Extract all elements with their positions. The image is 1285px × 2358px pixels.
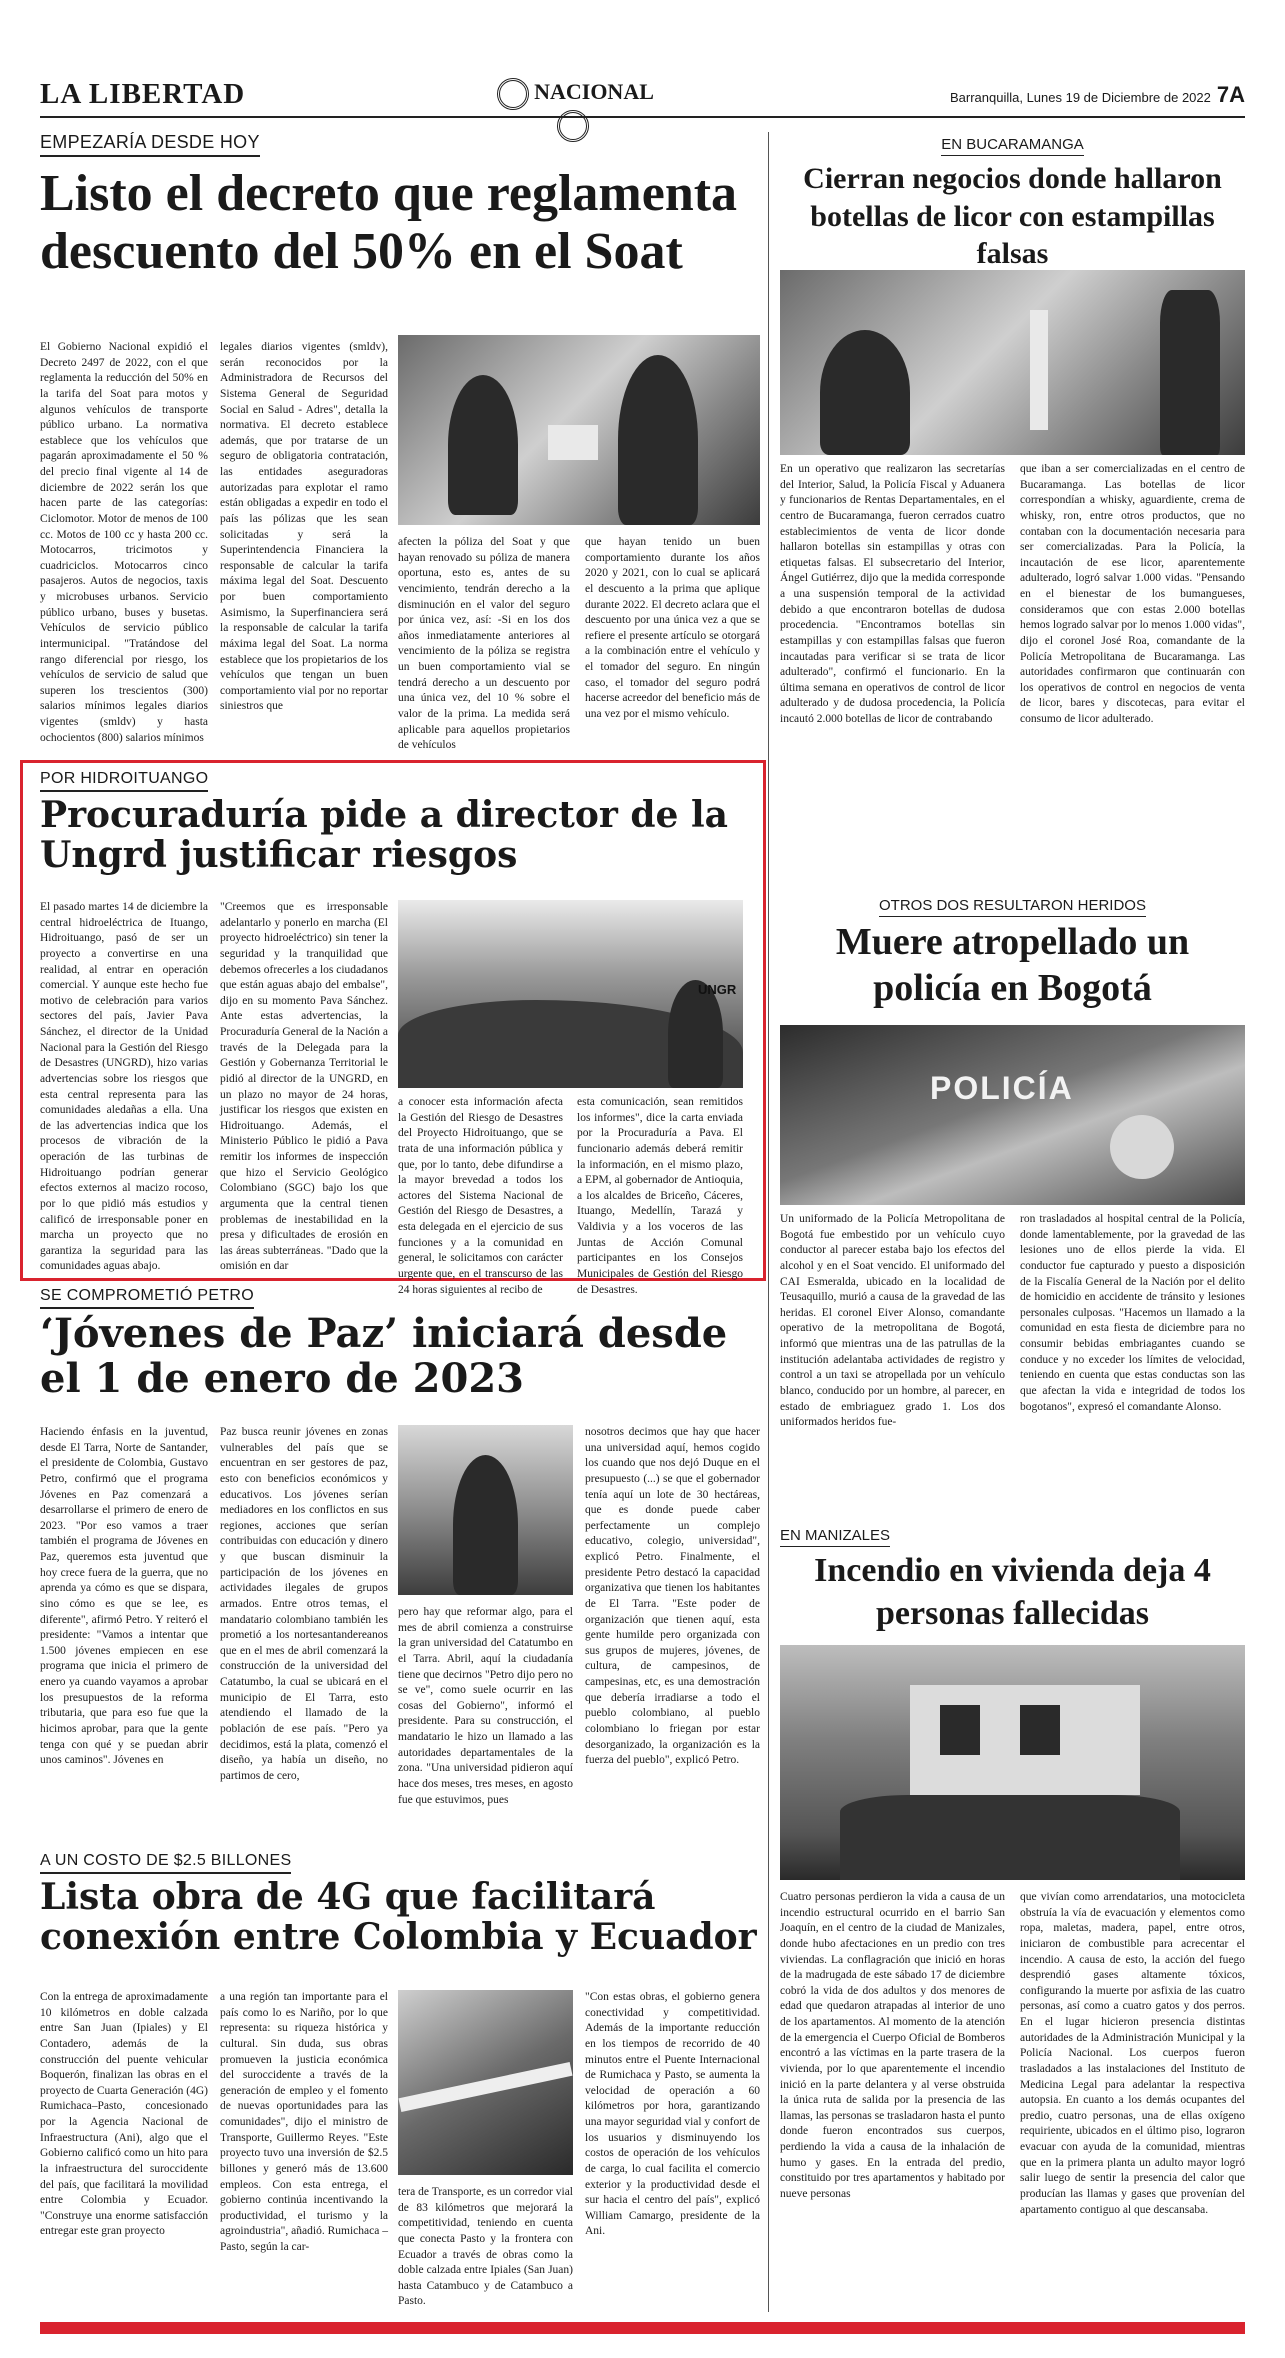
ungrd-column-4: esta comunicación, sean remitidos los informes", dice la carta enviada por la Procuraduría a Pava. El funcionario además deberá remitir la información, en el mismo plazo, a EPM, al gobernador de Antioquia, a los alcaldes de Briceño, Cáceres, Ituango, Medellín, Tarazá y Valdivia y a los voceros de las Juntas de Acción Comunal participantes en los Consejos Municipales de Gestión del Riesgo de Desastres.: [577, 1096, 743, 1296]
soat-headline: Listo el decreto que reglamenta descuento del 50% en el Soat: [40, 165, 738, 281]
licor-column-1: En un operativo que realizaron las secretarías del Interior, Salud, la Policía Fiscal y Aduanera y funcionarios de Rentas Departamentales, en el centro de Bucaramanga, fueron cerrados cuatro establecimientos de venta de licor donde hallaron botellas sin estampillas y otras con etiquetas falsas. El subsecretario del Interior, Ángel Gutiérrez, dijo que la medida corresponde a una suspensión temporal de la actividad debido a que encontraron botellas de dudosa procedencia. "Encontramos botellas sin estampillas y con estampillas falsas que fueron incautadas para verificar si se trata de licor adulterado", confirmó el funcionario. En la última semana en operativos de control de licor adulterado y de dudosa procedencia, la Policía incautó 2.000 botellas de licor de contrabando: [780, 463, 1005, 725]
soat-column-1: El Gobierno Nacional expidió el Decreto 2497 de 2022, con el que reglamenta la reducción del 50% en la tarifa del Soat para motos y algunos vehículos de transporte público urbano. La normativa establece que los vehículos que pagarán aproximadamente el 50 % del precio final vigente al 14 de diciembre de 2022 serán los que hacen parte de las categorías: Ciclomotor. Motor de menos de 100 cc. Motos de 100 cc y hasta 200 cc. Motocarros, tricimotos y cuadriciclos. Motocarros cinco pasajeros. Autos de negocios, taxis y microbuses urbanos. Servicio público urbano, buses y busetas. Vehículos de servicio público intermunicipal. "Tratándose del rango diferencial por riesgo, los vehículos de servicio de salud que superen los trescientos (300) salarios mínimos legales diarios vigentes (smldv) y hasta ochocientos (800) salarios mínimos: [40, 341, 208, 744]
incendio-column-1: Cuatro personas perdieron la vida a causa de un incendio estructural ocurrido en el barrio San Joaquín, en el centro de la ciudad de Manizales, donde hubo afectaciones en un predio con tres viviendas. La conflagración que inició en horas de la madrugada de este sábado 17 de diciembre cobró la vida de dos adultos y dos menores de edad que quedaron atrapadas al interior de uno de los apartamentos. Al momento de la atención de la emergencia el Cuerpo Oficial de Bomberos encontró a las víctimas en la parte trasera de la vivienda, por lo que aparentemente el incendio inició en la parte delantera y al verse obstruida la única ruta de salida por la presencia de las llamas, las personas se trasladaron hasta el punto donde fueron encontrados sus cuerpos, perdiendo la vida a causa de la inhalación de humo y gases. En la entrada del predio, constituido por tres apartamentos y habitado por nueve personas: [780, 1891, 1005, 2200]
incendio-photo: [780, 1645, 1245, 1880]
jovenes-column-4: nosotros decimos que hay que hacer una universidad aquí, hemos cogido los cuando que nos dejó Duque en el presupuesto (...) se que el gobernador tenía aquí un lote de 30 hectáreas, que es donde puede caber perfectamente un complejo educativo, colegio, universidad", explicó Petro. Finalmente, el presidente Petro destacó la capacidad organizativa que tienen los habitantes de El Tarra. "Este poder de organización que tienen aquí, esta gente humilde pero organizada con sus grupos de mujeres, jóvenes, de cultura, de campesinos, de campesinas, etc, es una demostración que debería irradiarse a todo el pueblo colombiano, al pueblo colombiano lo friegan por estar desorganizado, la organización es la fuerza del pueblo", explicó Petro.: [585, 1426, 760, 1767]
section-label: [478, 78, 668, 142]
cuatrog-headline: Lista obra de 4G que facilitará conexión entre Colombia y Ecuador: [40, 1876, 757, 1959]
bottle-neck-shape: [1030, 310, 1048, 430]
licor-column-2: que iban a ser comercializadas en el centro de Bucaramanga. Las botellas de licor correspondían a whisky, aguardiente, crema de whisky, ron, entre otros productos, que no contaban con la documentación necesaria para ser comercializadas. Para la Policía, la incautación de ese licor, aparentemente adulterado, logró salvar 1.000 vidas. "Pensando en el bienestar de los bumangueses, consideramos que con estas 2.000 botellas hemos logrado salvar por lo menos 1.000 vidas", dijo el coronel José Roa, comandante de la Policía Metropolitana de Bucaramanga. Las autoridades confirmaron que continuarán con los operativos de control en negocios de venta de licor, bares y discotecas, para evitar el consumo de licor adulterado.: [1020, 463, 1245, 725]
ungrd-kicker: POR HIDROITUANGO: [40, 768, 208, 792]
bridge-shape: [398, 2062, 572, 2112]
jovenes-column-2: Paz busca reunir jóvenes en zonas vulnerables del país que se encuentran en ser gestores de paz, esto con beneficios económicos y educativos. Los jóvenes serían mediadores en los conflictos en sus regiones, acciones que serían contribuidas con educación y dinero y que buscan disminuir la participación de los jóvenes en actividades ilegales de grupos armados. Entre otros temas, el mandatario colombiano también les prometió a los nortesantandereanos que en el mes de abril comenzará la construcción de la universidad del Catatumbo, la cual se ubicará en el municipio de El Tarra, esto atendiendo el llamado de la población de ese país. "Pero ya decidimos, está la plata, comenzó el diseño, ya había un diseño, no partimos de cero,: [220, 1426, 388, 1782]
date-text: Barranquilla, Lunes 19 de Diciembre de 2022: [949, 90, 1211, 105]
jovenes-photo: [398, 1425, 573, 1595]
soat-kicker: EMPEZARÍA DESDE HOY: [40, 132, 260, 157]
licor-photo: [780, 270, 1245, 455]
cuatrog-column-1: Con la entrega de aproximadamente 10 kilómetros en doble calzada entre San Juan (Ipiales) y El Contadero, además de la construcción del puente vehicular Boquerón, finalizan las obras en el proyecto de Cuarta Generación (4G) Rumichaca–Pasto, concesionado por la Agencia Nacional de Infraestructura (Ani), algo que el Gobierno calificó como un hito para la infraestructura del suroccidente del país, que facilitará la movilidad entre Colombia y Ecuador. "Construye una enorme satisfacción entregar este gran proyecto: [40, 1991, 208, 2238]
president-shape: [453, 1455, 518, 1595]
left-ornament-icon: [497, 78, 529, 110]
soat-column-3: afecten la póliza del Soat y que hayan renovado su póliza de manera oportuna, esto es, antes de su vencimiento, tendrán derecho a la disminución en el valor del seguro por única vez, así: -Si en los dos años inmediatamente anteriores al vencimiento de la póliza se registra un buen comportamiento vial se tendrá derecho a un descuento por una única vez, del 10 % sobre el valor de la prima. La medida será aplicable para aquellos propietarios de vehículos: [398, 536, 570, 752]
incendio-column-2: que vivían como arrendatarios, una motocicleta obstruía la vía de evacuación y elementos como ropa, maletas, madera, papel, entre otros, iniciaron de combustible para acrecentar el incendio. A causa de esto, la acción del fuego desprendió gases altamente tóxicos, configurando la muerte por asfixia de las cuatro personas, así como a cuatro gatos y dos perros. En el lugar hicieron presencia distintas autoridades de la Administración Municipal y la Policía Nacional. Los cuerpos fueron trasladados a las instalaciones del Instituto de Medicina Legal para adelantar la respectiva autopsia. En cuanto a los demás ocupantes del predio, cuatro personas, una de ellas oxígeno requiriente, ubicados en el último piso, lograron evacuar con ayuda de la comunidad, mientras que en la primera planta un adulto mayor logró salir luego de sentir la presencia del calor que producían las llamas y gases que provenían del apartamento contiguo al que descansaba.: [1020, 1891, 1245, 2216]
ungrd-column-1: El pasado martes 14 de diciembre la central hidroeléctrica de Ituango, Hidroituango, pasó de ser un proyecto a convertirse en una realidad, al entrar en operación comercial. Y aunque este hecho fue motivo de celebración para varios sectores del país, Javier Pava Sánchez, el director de la Unidad Nacional para la Gestión del Riesgo de Desastres (UNGRD), hizo varias advertencias sobre los riesgos que esta central representa para las comunidades aledañas a ella. Una de las advertencias indica que los procesos de vibración de la operación de las turbinas de Hidroituango podrían generar efectos externos al macizo rocoso, por lo que pidió más estudios y calificó de irresponsable poner en marcha un proyecto que no garantiza la seguridad para las comunidades aguas abajo.: [40, 901, 208, 1273]
jovenes-column-1: Haciendo énfasis en la juventud, desde El Tarra, Norte de Santander, el presidente de Colombia, Gustavo Petro, confirmó que el programa Jóvenes en Paz comenzará a desarrollarse el primero de enero de 2023. "Por eso vamos a traer también el programa de Jóvenes en Paz, queremos esta juventud que hoy crece fuera de la guerra, que no aprenda ya cómo es que se dispara, sino cómo es que se lee, es diferente", afirmó Petro. Y reiteró el presidente: "Vamos a intentar que 1.500 jóvenes empiecen en ese programa que inicia el primero de enero ya cuando vayamos a aprobar los presupuestos de la reforma tributaria, que para eso fue que la hicimos aprobar, para que la gente tenga con qué y se puedan abrir unos caminos". Jóvenes en: [40, 1426, 208, 1767]
motorcyclist-shape: [448, 375, 518, 515]
policia-column-2: ron trasladados al hospital central de la Policía, donde lamentablemente, por la gravedad de las lesiones uno de ellos pierde la vida. El conductor fue capturado y puesto a disposición de la Fiscalía General de la Nación por el delito de homicidio en accidente de tránsito y lesiones personales culposas. "Hacemos un llamado a la comunidad en esta fiesta de diciembre para no consumir bebidas embriagantes cuando se conduce y no exceder los límites de velocidad, teniendo en cuenta que estas conductas son las que afectan la vida e integridad de todos los bogotanos", expresó el comandante Alonso.: [1020, 1213, 1245, 1413]
licor-headline: Cierran negocios donde hallaron botellas de licor con estampillas falsas: [803, 162, 1222, 270]
police-badge-shape: [1110, 1115, 1174, 1179]
policia-headline: Muere atropellado un policía en Bogotá: [835, 921, 1190, 1009]
cuatrog-photo: [398, 1990, 573, 2175]
bottom-red-bar: [40, 2322, 1245, 2334]
ungrd-column-2: "Creemos que es irresponsable adelantarlo y ponerlo en marcha (El proyecto hidroeléctrico) sin tener la seguridad y la tranquilidad que debemos ofrecerles a los ciudadanos que están aguas abajo del embalse", dijo en su momento Pava Sánchez. Ante estas advertencias, la Procuraduría General de la Nación a través de la Delegada para la Gestión y Gobernanza Territorial le pidió al director de la UNGRD, en un plazo no mayor de 24 horas, justificar los riesgos que existen en Hidroituango. Además, el Ministerio Público le pidió a Pava remitir los informes de inspección que hizo el Servicio Geológico Colombiano (SGC) bajo los que argumenta que la central tienen problemas de inestabilidad en la presa y dificultades de erosión en las áreas subterráneas. "Dado que la omisión en dar: [220, 901, 388, 1273]
ungr-logo-label: UNGR: [698, 982, 737, 997]
ungrd-column-3: a conocer esta información afecta la Gestión del Riesgo de Desastres del Proyecto Hidroituango, que se trata de una información pública y que, por lo tanto, debe difundirse a la mayor brevedad a todos los actores del Sistema Nacional de Gestión del Riesgo de Desastres, a esta delegada en el ejercicio de sus funciones y a la comunidad en general, le solicitamos con carácter urgente que, en el transcurso de las 24 horas siguientes al recibo de: [398, 1096, 563, 1296]
cuatrog-column-2: a una región tan importante para el país como lo es Nariño, por lo que representa: su riqueza histórica y cultural. Sin duda, sus obras promueven la justicia económica del suroccidente a través de la generación de empleo y el fomento de nuevas oportunidades para las comunidades", dijo el ministro de Transporte, Guillermo Reyes. "Este proyecto tuvo una inversión de $2.5 billones y generó más de 13.600 empleos. Con esta entrega, el gobierno continúa incentivando la productividad, el turismo y la agroindustria", añadió. Rumichaca – Pasto, según la car-: [220, 1991, 388, 2253]
bottle-shape: [1160, 290, 1220, 455]
column-divider: [768, 132, 769, 2312]
jovenes-column-3: pero hay que reformar algo, para el mes de abril comienza a construirse la gran universidad del Catatumbo en el Tarra. Abril, aquí la ciudadanía tiene que decirnos "Petro dijo pero no se ve", como suele ocurrir en las cosas del Gobierno", informó el presidente. Para su construcción, el mandatario le hizo un llamado a las autoridades departamentales de la zona. "Una universidad pidieron aquí hace dos meses, tres meses, en agosto fue que estuvimos, pues: [398, 1606, 573, 1806]
soat-column-4: que hayan tenido un buen comportamiento durante los años 2020 y 2021, con lo cual se aplicará el descuento a la prima que aplique durante 2022. El decreto aclara que el descuento por una única vez a que se refiere el presente artículo se otorgará a la combinación entre el vehículo y el tomador del seguro. En ningún caso, el tomador del seguro podrá hacerse acreedor del beneficio más de una vez por el mismo vehículo.: [585, 536, 760, 720]
incendio-headline: Incendio en vivienda deja 4 personas fallecidas: [814, 1552, 1211, 1632]
window-shape-2: [1020, 1705, 1060, 1755]
dateline: [950, 82, 1245, 108]
ungrd-photo: [398, 900, 743, 1088]
jovenes-kicker: SE COMPROMETIÓ PETRO: [40, 1285, 254, 1309]
newspaper-name: LA LIBERTAD: [40, 78, 246, 110]
cuatrog-kicker: A UN COSTO DE $2.5 BILLONES: [40, 1850, 291, 1874]
window-shape: [940, 1705, 980, 1755]
jovenes-headline: ‘Jóvenes de Paz’ iniciará desde el 1 de enero de 2023: [40, 1310, 728, 1402]
policia-vest-text: POLICÍA: [930, 1070, 1074, 1106]
policia-column-1: Un uniformado de la Policía Metropolitana de Bogotá fue embestido por un vehículo cuyo conductor al parecer estaba bajo los efectos del alcohol y en el Soat vencido. El uniformado del CAI Esmeralda, ubicado en la localidad de Teusaquillo, murió a causa de la gravedad de las heridas. El coronel Eiver Alonso, comandante operativo de la metropolitana de Bogotá, informó que mientras una de las patrullas de la institución adelantaba actividades de registro y control a un taxi se atropellada por un vehículo blanco, conducido por un hombre, al parecer, en estado de embriaguez grado 1. Los dos uniformados heridos fue-: [780, 1213, 1005, 1429]
ungrd-headline: Procuraduría pide a director de la Ungrd justificar riesgos: [40, 794, 728, 877]
licor-kicker: EN BUCARAMANGA: [780, 134, 1245, 156]
page-number: 7A: [1216, 82, 1245, 107]
policia-kicker: OTROS DOS RESULTARON HERIDOS: [780, 895, 1245, 917]
section-name: NACIONAL: [534, 79, 654, 105]
policia-photo: [780, 1025, 1245, 1205]
masthead-rule: [40, 116, 1245, 118]
officer-shape: [618, 355, 698, 525]
firefighters-shape: [840, 1795, 1180, 1880]
soat-column-2: legales diarios vigentes (smldv), serán reconocidos por la Administradora de Recursos del Sistema General de Seguridad Social en Salud - Adres", detalla la normativa. El decreto establece además, que por tratarse de un seguro de obligatoria contratación, las entidades aseguradoras autorizadas para explotar el ramo están obligadas a expedir en todo el país las pólizas que les sean solicitadas y será la Superintendencia Financiera la responsable de calcular la tarifa máxima legal del Soat. Descuento por buen comportamiento Asimismo, la Superfinanciera será la responsable de calcular la tarifa máxima legal del Soat. La norma establece que los propietarios de los vehículos que tengan un buen comportamiento vial por no reportar siniestros que: [220, 341, 388, 713]
incendio-kicker: EN MANIZALES: [780, 1525, 1245, 1547]
cuatrog-column-3: tera de Transporte, es un corredor vial de 83 kilómetros que mejorará la competitividad, teniendo en cuenta que conecta Pasto y la frontera con Ecuador a través de obras como la doble calzada entre Ipiales (San Juan) hasta Catambuco y de Catambuco a Pasto.: [398, 2186, 573, 2308]
hand-shape: [820, 330, 910, 455]
right-ornament-icon: [557, 110, 589, 142]
document-shape: [548, 425, 598, 460]
soat-photo: [398, 335, 760, 525]
cuatrog-column-4: "Con estas obras, el gobierno genera conectividad y competitividad. Además de la importante reducción en los tiempos de recorrido de 40 minutos entre el Puente Internacional de Rumichaca y Pasto, se aumenta la velocidad de operación a 60 kilómetros por hora, garantizando una mayor seguridad vial y confort de los usuarios y disminuyendo los costos de operación de los vehículos de carga, lo cual facilita el comercio exterior y la productividad desde el sur hacia el centro del país", explicó William Camargo, presidente de la Ani.: [585, 1991, 760, 2238]
